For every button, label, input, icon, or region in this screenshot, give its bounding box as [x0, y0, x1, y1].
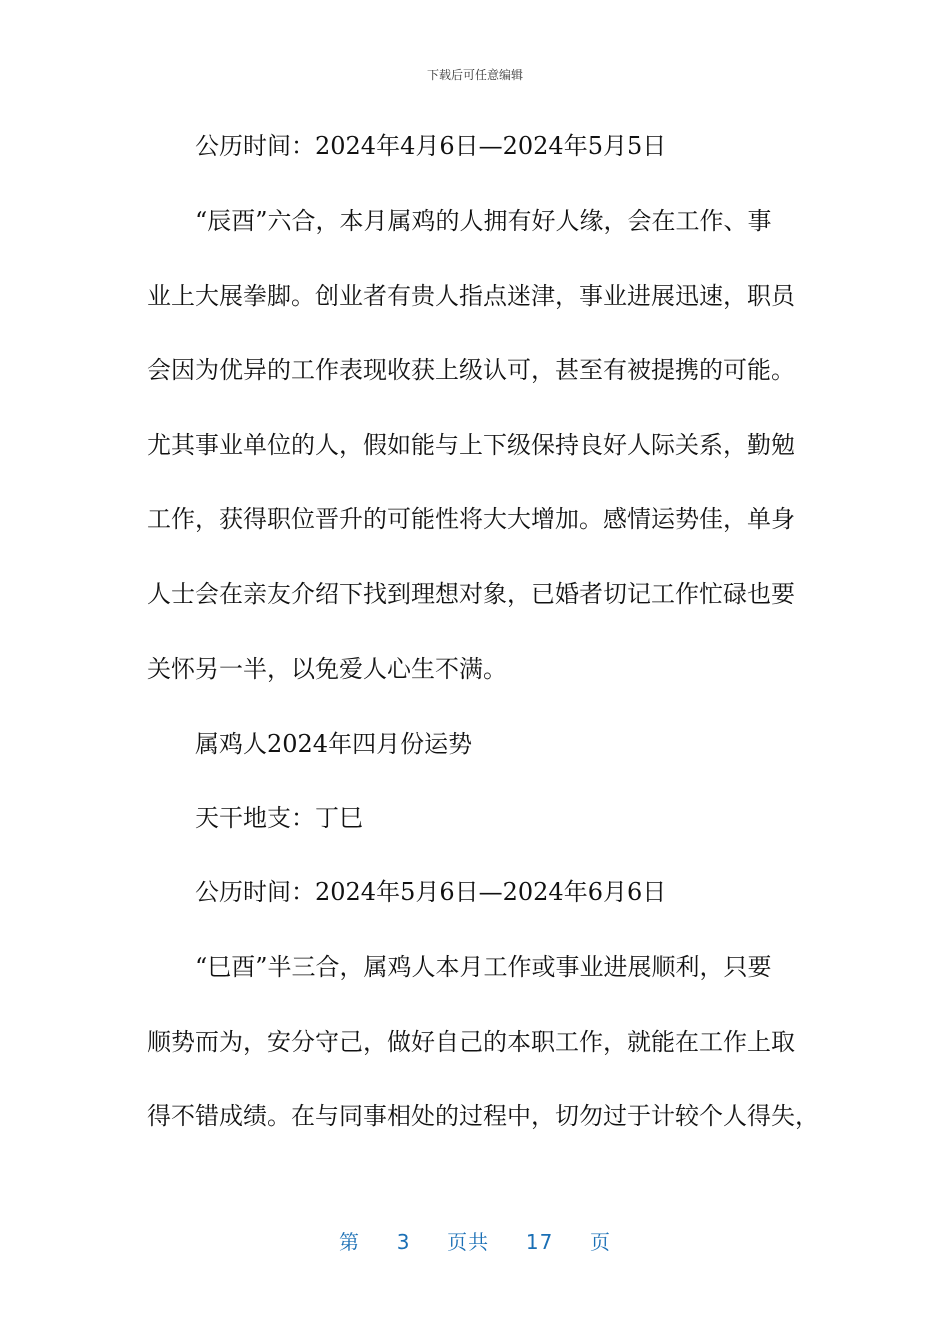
total-pages-number: 17 [525, 1230, 554, 1254]
text-line: 人士会在亲友介绍下找到理想对象，已婚者切记工作忙碌也要 [147, 580, 795, 608]
text-line: 公历时间：2024年4月6日—2024年5月5日 [195, 132, 667, 160]
page-footer [0, 1226, 950, 1255]
page-prefix: 第 [338, 1230, 360, 1254]
header-note: 下载后可任意编辑 [426, 68, 523, 82]
text-line: 业上大展拳脚。创业者有贵人指点迷津，事业进展迅速，职员 [147, 282, 795, 310]
text-line: 公历时间：2024年5月6日—2024年6月6日 [195, 878, 667, 906]
text-line: 天干地支：丁巳 [195, 804, 363, 832]
text-line: “辰酉”六合，本月属鸡的人拥有好人缘，会在工作、事 [195, 207, 772, 235]
text-line: 关怀另一半，以免爱人心生不满。 [147, 655, 507, 683]
text-line: 顺势而为，安分守己，做好自己的本职工作，就能在工作上取 [147, 1028, 795, 1056]
text-line: 会因为优异的工作表现收获上级认可，甚至有被提携的可能。 [147, 356, 795, 384]
page-middle: 页共 [447, 1230, 490, 1254]
text-line: “巳酉”半三合，属鸡人本月工作或事业进展顺利，只要 [195, 953, 772, 981]
current-page-number: 3 [396, 1230, 411, 1254]
section-heading: 属鸡人2024年四月份运势 [195, 730, 473, 758]
text-line: 工作，获得职位晋升的可能性将大大增加。感情运势佳，单身 [147, 505, 795, 533]
text-line: 得不错成绩。在与同事相处的过程中，切勿过于计较个人得失， [147, 1102, 819, 1130]
page-suffix: 页 [590, 1230, 612, 1254]
text-line: 尤其事业单位的人，假如能与上下级保持良好人际关系，勤勉 [147, 431, 795, 459]
